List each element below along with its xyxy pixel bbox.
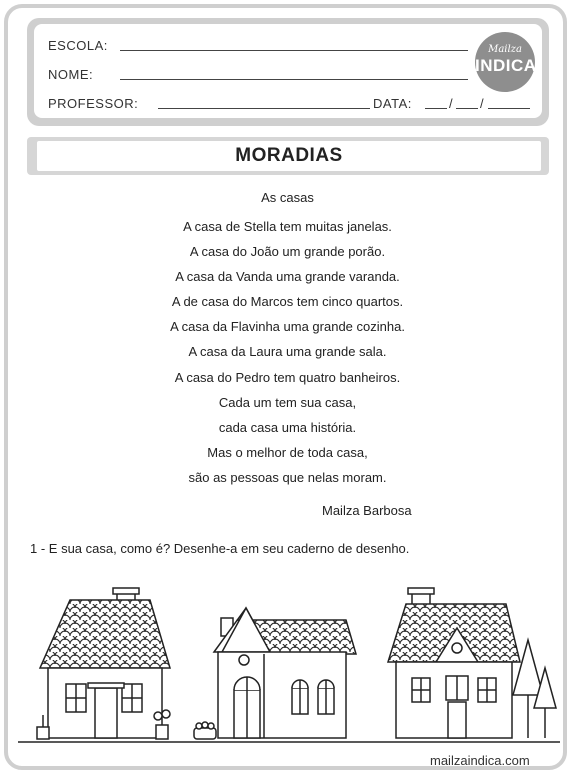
date-label: DATA:: [373, 96, 412, 111]
houses-illustration: [0, 580, 575, 750]
poem-line: Mas o melhor de toda casa,: [207, 445, 368, 460]
logo-text-indica: INDICA: [475, 56, 537, 75]
school-label: ESCOLA:: [48, 38, 108, 53]
teacher-field[interactable]: [158, 108, 370, 109]
poem-line: A casa do Pedro tem quatro banheiros.: [174, 370, 401, 385]
poem-line: Cada um tem sua casa,: [218, 395, 357, 410]
date-separator: /: [449, 96, 454, 111]
name-label: NOME:: [48, 67, 94, 82]
house-3-illustration: [388, 588, 520, 738]
footer-website: mailzaindica.com: [430, 753, 530, 768]
house-1-illustration: [37, 588, 170, 739]
house-2-illustration: [214, 608, 356, 738]
page-title: MORADIAS: [37, 141, 541, 171]
poem-line: A de casa do Marcos tem cinco quartos.: [171, 294, 404, 309]
poem-line: A casa da Vanda uma grande varanda.: [175, 269, 400, 284]
poem-line: são as pessoas que nelas moram.: [188, 470, 387, 485]
poem-line: A casa de Stella tem muitas janelas.: [183, 219, 392, 234]
poem-title: As casas: [261, 190, 314, 205]
school-field[interactable]: [120, 50, 468, 51]
poem-line: cada casa uma história.: [218, 420, 357, 435]
poem-author: Mailza Barbosa: [322, 503, 412, 518]
date-month-field[interactable]: [456, 108, 478, 109]
date-year-field[interactable]: [488, 108, 530, 109]
poem-line: A casa da Flavinha uma grande cozinha.: [170, 319, 405, 334]
date-day-field[interactable]: [425, 108, 447, 109]
name-field[interactable]: [120, 79, 468, 80]
question-text: 1 - E sua casa, como é? Desenhe-a em seu caderno de desenho.: [30, 541, 410, 556]
mailza-indica-logo: [475, 32, 535, 92]
poem-line: A casa da Laura uma grande sala.: [188, 344, 387, 359]
teacher-label: PROFESSOR:: [48, 96, 139, 111]
logo-text-mailza: Mailza: [488, 44, 522, 55]
date-separator: /: [480, 96, 485, 111]
poem-line: A casa do João um grande porão.: [189, 244, 386, 259]
